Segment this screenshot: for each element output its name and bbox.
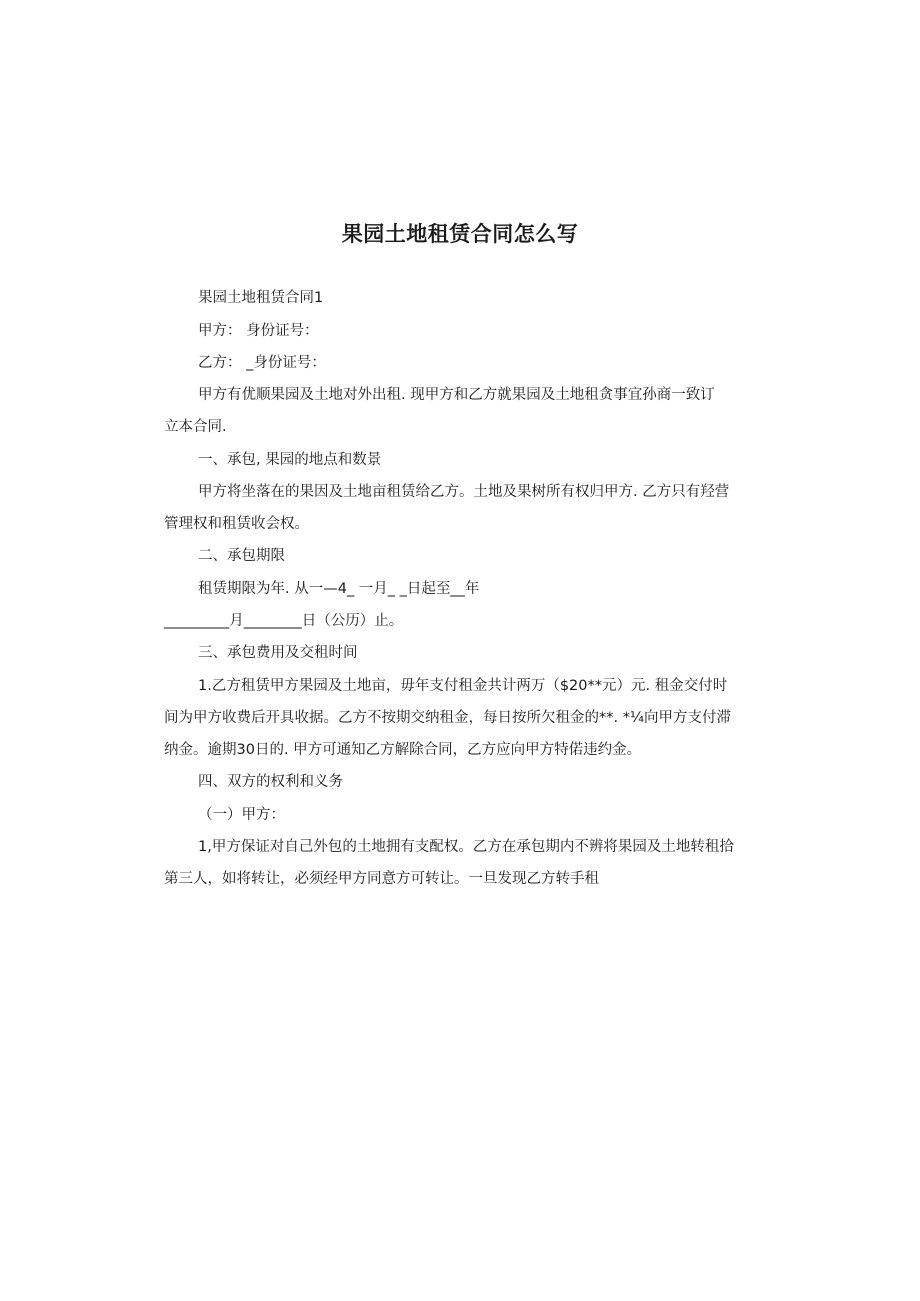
text-line: 第三人，如将转让，必须经甲方同意方可转让。一旦发现乙方转手租 <box>164 871 599 887</box>
text-line: 租赁期限为年. 从一—4_ 一月_ _日起至__年 <box>198 581 480 597</box>
text-line: 甲方有优顺果园及土地对外出租. 现甲方和乙方就果园及土地租贪事宜孙商一致订 <box>198 387 715 403</box>
text-line: _________月________日（公历）止。 <box>164 613 404 629</box>
subsection-heading: （一）甲方： <box>198 807 285 823</box>
section-heading: 二、承包期限 <box>198 548 285 564</box>
text-line: 1.乙方租赁甲方果园及土地亩，毋年支付租金共计两万（$20**元）元. 租金交付时 <box>198 678 728 694</box>
text-line: 甲方： 身份证号： <box>198 323 319 339</box>
text-line: 甲方将坐落在的果因及土地亩租赁给乙方。土地及果树所有权归甲方. 乙方只有羟营 <box>198 484 730 500</box>
text-line: 管理权和租赁收会权。 <box>164 516 309 532</box>
section-heading: 一、承包, 果园的地点和数景 <box>198 452 382 468</box>
text-line: 果园土地租赁合同1 <box>198 290 324 306</box>
section-heading: 四、双方的权利和义务 <box>198 774 343 790</box>
text-line: 立本合同. <box>164 419 227 435</box>
document-title: 果园土地租赁合同怎么写 <box>341 222 579 246</box>
text-line: 乙方： _身份证号： <box>198 355 326 371</box>
text-line: 1,甲方保证对自己外包的土地拥有支配权。乙方在承包期内不辨将果园及土地转租拾 <box>198 839 734 855</box>
section-heading: 三、承包费用及交租时间 <box>198 645 358 661</box>
text-line: 间为甲方收费后开具收据。乙方不按期交纳租金，每日按所欠租金的**. *¼向甲方支付滞 <box>164 710 732 726</box>
text-line: 纳金。逾期30日的. 甲方可通知乙方解除合同，乙方应向甲方特偌违约金。 <box>164 742 642 758</box>
